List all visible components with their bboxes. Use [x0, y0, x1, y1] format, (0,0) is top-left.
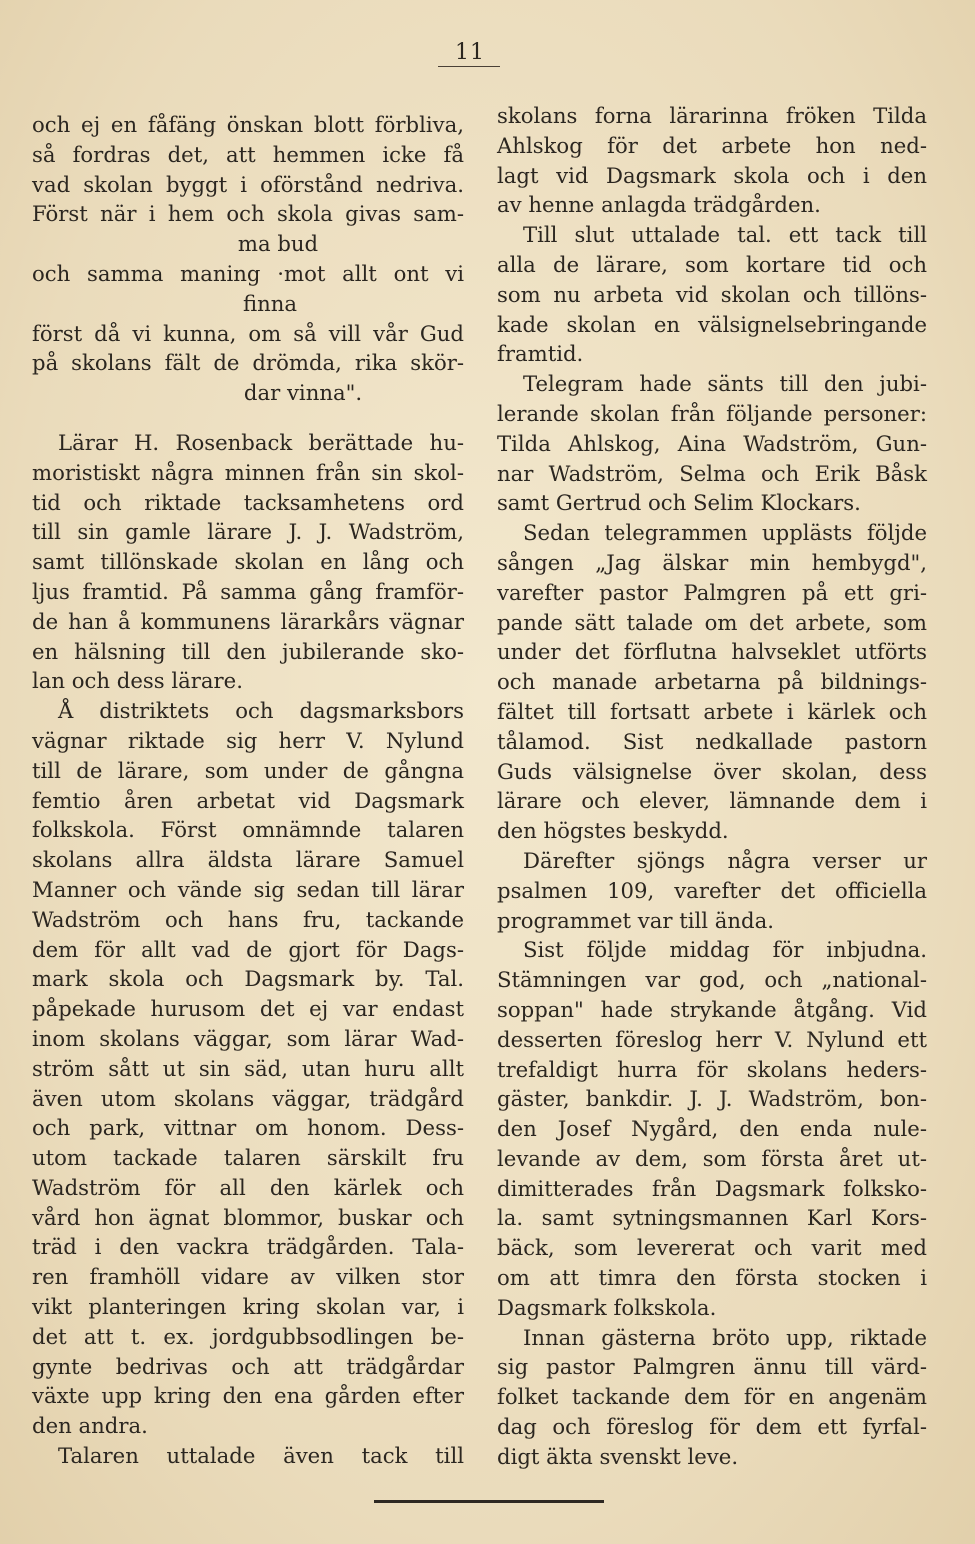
text-line: ren framhöll vidare av vilken stor [32, 1264, 464, 1290]
text-line: dar vinna". [243, 380, 363, 406]
text-line: skolans allra äldsta lärare Samuel [32, 847, 464, 873]
text-line: lagt vid Dagsmark skola och i den [497, 162, 927, 188]
text-line: och park, vittnar om honom. Dess- [32, 1115, 464, 1141]
text-line: på skolans fält de drömda, rika skör- [32, 350, 464, 376]
text-line: digt äkta svenskt leve. [497, 1443, 739, 1469]
text-line: soppan" hade strykande åtgång. Vid [497, 996, 927, 1022]
text-line: vägnar riktade sig herr V. Nylund [32, 727, 464, 753]
text-line: programmet var till ända. [497, 907, 774, 933]
text-line: växte upp kring den ena gården efter [32, 1383, 464, 1409]
text-line: psalmen 109, varefter det officiella [497, 877, 927, 903]
text-line: Wadström och hans fru, tackande [32, 906, 464, 932]
text-line: desserten föreslog herr V. Nylund ett [497, 1026, 927, 1052]
text-line: samt tillönskade skolan en lång och [32, 549, 464, 575]
text-line: vård hon ägnat blommor, buskar och [32, 1204, 464, 1230]
text-line: lan och dess lärare. [32, 668, 243, 694]
text-line: vikt planteringen kring skolan var, i [32, 1294, 464, 1320]
text-line: ljus framtid. På samma gång framför- [32, 578, 464, 604]
text-line: en hälsning till den jubilerande sko- [32, 638, 464, 664]
text-line: träd i den vackra trädgården. Tala- [32, 1234, 464, 1260]
text-line: dem för allt vad de gjort för Dags- [32, 936, 464, 962]
text-line: folkskola. Först omnämnde talaren [32, 817, 464, 843]
text-line: dimitterades från Dagsmark folksko- [497, 1175, 927, 1201]
text-line: Lärar H. Rosenback berättade hu- [58, 429, 464, 455]
text-line: av henne anlagda trädgården. [497, 192, 821, 218]
text-line: Dagsmark folkskola. [497, 1294, 717, 1320]
text-line: den Josef Nygård, den enda nule- [497, 1116, 927, 1142]
text-line: utom tackade talaren särskilt fru [32, 1145, 464, 1171]
text-line: kade skolan en välsignelsebringande [497, 311, 927, 337]
text-line: till sin gamle lärare J. J. Wadström, [32, 519, 464, 545]
text-line: dag och föreslog för dem ett fyrfal- [497, 1414, 927, 1440]
end-of-article-rule [374, 1500, 604, 1503]
text-line: Guds välsignelse över skolan, dess [497, 758, 927, 784]
text-line: och manade arbetarna på bildnings- [497, 669, 927, 695]
text-line: och ej en fåfäng önskan blott förbliva, [32, 112, 464, 137]
text-line: femtio åren arbetat vid Dagsmark [32, 787, 464, 813]
text-line: la. samt sytningsmannen Karl Kors- [497, 1205, 927, 1231]
text-line: så fordras det, att hemmen icke få [32, 141, 464, 167]
right-text-column [497, 101, 927, 1472]
left-text-column [32, 110, 464, 1471]
text-line: sig pastor Palmgren ännu till värd- [497, 1354, 927, 1380]
text-line: till de lärare, som under de gångna [32, 757, 464, 783]
text-line: ström sått ut sin säd, utan huru allt [32, 1055, 464, 1081]
text-line: trefaldigt hurra för skolans heders- [497, 1056, 927, 1082]
text-line: skolans forna lärarinna fröken Tilda [497, 103, 927, 128]
text-line: Tilda Ahlskog, Aina Wadström, Gun- [497, 430, 927, 456]
text-line: Sedan telegrammen upplästs följde [523, 520, 927, 546]
page-number-underline [438, 66, 500, 67]
text-line: gynte bedrivas och att trädgårdar [32, 1353, 464, 1379]
text-line: bäck, som levererat och varit med [497, 1235, 927, 1261]
text-line: varefter pastor Palmgren på ett gri- [497, 579, 927, 605]
text-line: framtid. [497, 341, 584, 367]
text-line: om att timra den första stocken i [497, 1265, 927, 1291]
text-line: samt Gertrud och Selim Klockars. [497, 490, 861, 516]
text-line: fältet till fortsatt arbete i kärlek och [497, 698, 927, 724]
paragraph-gap [32, 408, 464, 428]
text-line: Manner och vände sig sedan till lärar [32, 876, 464, 902]
text-line: Först när i hem och skola givas sam- [32, 201, 464, 227]
text-line: Till slut uttalade tal. ett tack till [523, 222, 927, 248]
page-number: 11 [455, 40, 485, 65]
text-line: folket tackande dem för en angenäm [497, 1384, 927, 1410]
text-line: den högstes beskydd. [497, 818, 729, 844]
text-line: påpekade hurusom det ej var endast [32, 996, 464, 1022]
text-line: nar Wadström, Selma och Erik Båsk [497, 460, 927, 486]
text-line: inom skolans väggar, som lärar Wad- [32, 1025, 464, 1051]
text-line: tid och riktade tacksamhetens ord [32, 489, 464, 515]
text-line: levande av dem, som första året ut- [497, 1145, 927, 1171]
text-line: under det förflutna halvseklet utförts [497, 639, 927, 665]
text-line: Sist följde middag för inbjudna. [523, 937, 927, 963]
text-line: och samma maning ·mot allt ont vi [32, 260, 464, 286]
text-line: Telegram hade sänts till den jubi- [523, 371, 927, 397]
text-line: tålamod. Sist nedkallade pastorn [497, 728, 927, 754]
text-line: det att t. ex. jordgubbsodlingen be- [32, 1323, 464, 1349]
text-line: gäster, bankdir. J. J. Wadström, bon- [497, 1086, 927, 1112]
text-line: Därefter sjöngs några verser ur [523, 847, 927, 873]
text-line: Innan gästerna bröto upp, riktade [523, 1324, 927, 1350]
text-line: lerande skolan från följande personer: [497, 400, 927, 426]
text-line: ma bud [237, 231, 319, 257]
text-line: Wadström för all den kärlek och [32, 1174, 464, 1200]
text-line: Talaren uttalade även tack till [58, 1443, 464, 1469]
text-line: de han å kommunens lärarkårs vägnar [32, 608, 464, 634]
text-line: mark skola och Dagsmark by. Tal. [32, 966, 464, 992]
text-line: Ahlskog för det arbete hon ned- [497, 132, 927, 158]
text-line: först då vi kunna, om så vill vår Gud [32, 320, 464, 346]
text-line: lärare och elever, lämnande dem i [497, 788, 927, 814]
text-line: vad skolan byggt i oförstånd nedriva. [32, 171, 464, 197]
text-line: sången „Jag älskar min hembygd", [497, 549, 927, 575]
text-line: som nu arbeta vid skolan och tillöns- [497, 281, 927, 307]
text-line: den andra. [32, 1413, 148, 1439]
text-line: alla de lärare, som kortare tid och [497, 251, 927, 277]
text-line: pande sätt talade om det arbete, som [497, 609, 927, 635]
text-line: Stämningen var god, och „national- [497, 967, 927, 993]
text-line: finna [242, 290, 298, 316]
text-line: Å distriktets och dagsmarksbors [58, 698, 464, 724]
text-line: även utom skolans väggar, trädgård [32, 1085, 464, 1111]
text-line: moristiskt några minnen från sin skol- [32, 459, 464, 485]
